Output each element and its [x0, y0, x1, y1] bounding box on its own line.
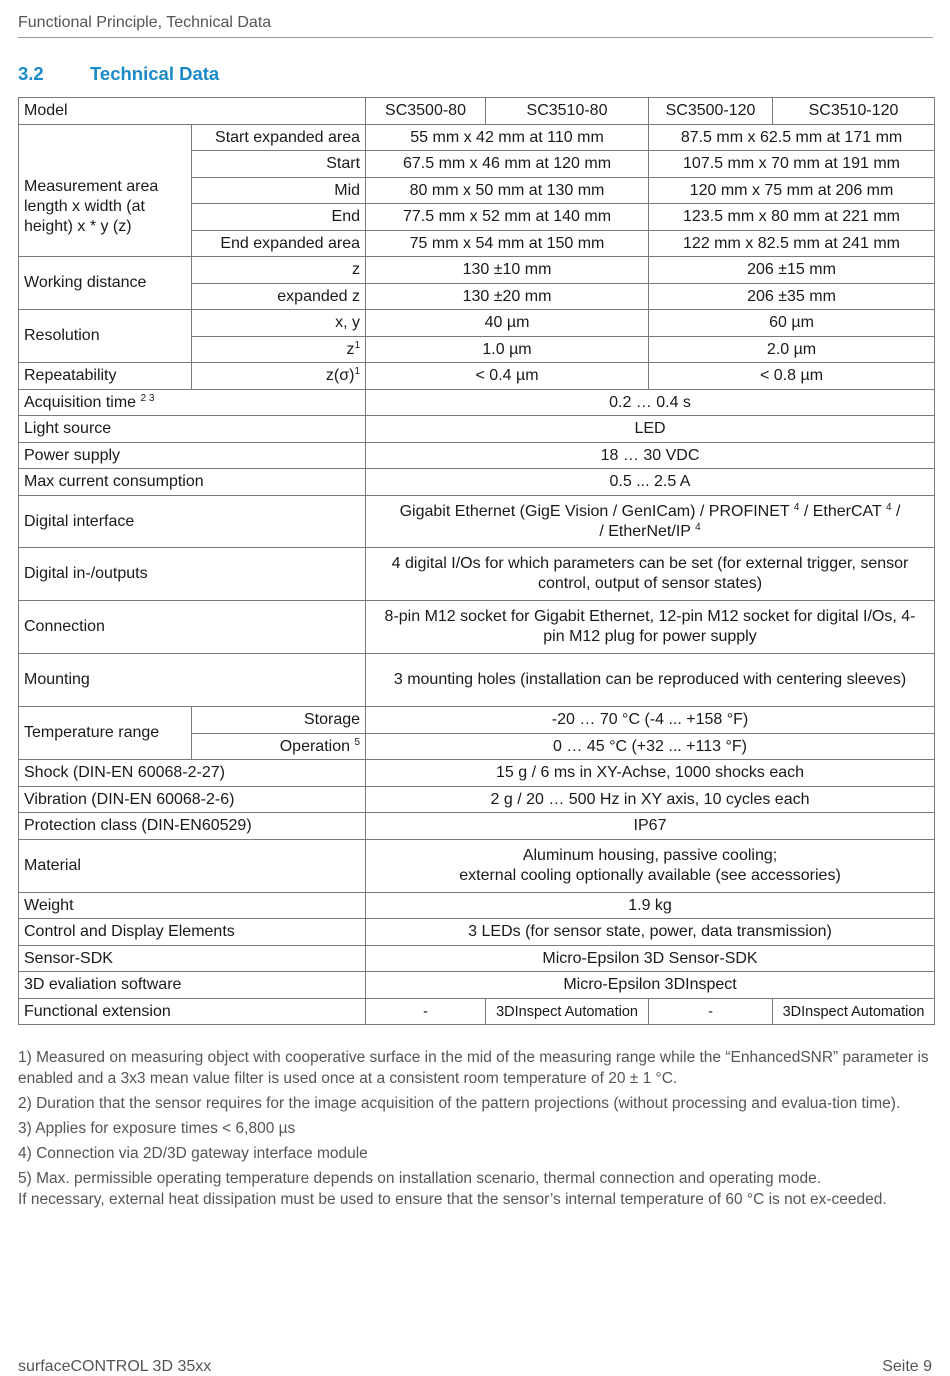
table-row-extension [19, 999, 935, 1025]
value-cell: 75 mm x 54 mm at 150 mm [366, 231, 649, 257]
footnotes [18, 1047, 933, 1214]
table-row-acquisition [19, 390, 935, 416]
section-title: Technical Data [90, 63, 220, 84]
value-cell: 18 … 30 VDC [366, 443, 935, 469]
value-cell: 8-pin M12 socket for Gigabit Ethernet, 12-pin M12 socket for digital I/Os, 4-pin M12 plug for power supply [366, 601, 935, 654]
footnote: 3) Applies for exposure times < 6,800 µs [18, 1120, 296, 1137]
row-label: Resolution [19, 310, 192, 363]
value-cell: 67.5 mm x 46 mm at 120 mm [366, 151, 649, 178]
model-cell: SC3500-80 [366, 98, 486, 125]
sub-label: expanded z [192, 284, 366, 310]
section-number: 3.2 [18, 63, 44, 84]
row-label: Working distance [19, 257, 192, 310]
value-cell: 0.2 … 0.4 s [366, 390, 935, 416]
sub-label [192, 337, 366, 363]
table-row-connection [19, 601, 935, 654]
model-cell: SC3500-120 [649, 98, 773, 125]
table-row-repeatability [19, 363, 935, 390]
value-cell: 15 g / 6 ms in XY-Achse, 1000 shocks each [366, 760, 935, 787]
value-cell: -20 … 70 °C (-4 ... +158 °F) [366, 707, 935, 734]
page-header-title: Functional Principle, Technical Data [18, 14, 272, 31]
value-cell: Micro-Epsilon 3D Sensor-SDK [366, 946, 935, 972]
row-label: Measurement area length x width (at height) x * y (z) [19, 125, 192, 257]
model-cell: SC3510-80 [486, 98, 649, 125]
footer-page-number: Seite 9 [882, 1358, 932, 1375]
technical-data-table [18, 97, 935, 1025]
value-cell: 2.0 µm [649, 337, 935, 363]
sub-label: Start [192, 151, 366, 178]
value-cell: 122 mm x 82.5 mm at 241 mm [649, 231, 935, 257]
table-row-protection [19, 813, 935, 840]
row-label [19, 390, 366, 416]
table-row-model [19, 98, 935, 125]
value-cell: 1.0 µm [366, 337, 649, 363]
table-row-shock [19, 760, 935, 787]
table-row-weight [19, 893, 935, 919]
row-label: Shock (DIN-EN 60068-2-27) [19, 760, 366, 787]
table-row-mounting [19, 654, 935, 707]
row-label: Repeatability [19, 363, 192, 390]
footer-product-name: surfaceCONTROL 3D 35xx [18, 1358, 212, 1375]
value-cell: 80 mm x 50 mm at 130 mm [366, 178, 649, 204]
table-row [19, 125, 935, 151]
row-label: Connection [19, 601, 366, 654]
value-cell: Gigabit Ethernet (GigE Vision / GenICam) / PROFINET $^4$ / EtherCAT $^4$ / / EtherNet/IP $^4$ [366, 496, 935, 548]
value-cell: 123.5 mm x 80 mm at 221 mm [649, 204, 935, 231]
table-row-digital-io [19, 548, 935, 601]
row-label: Light source [19, 416, 366, 443]
value-cell: 3 LEDs (for sensor state, power, data transmission) [366, 919, 935, 946]
row-label: Power supply [19, 443, 366, 469]
header-divider [18, 37, 933, 38]
footnote: If necessary, external heat dissipation must be used to ensure that the sensor’s internal temperature of 60 °C is not ex-ceeded. [18, 1191, 887, 1208]
value-cell: 0.5 ... 2.5 A [366, 469, 935, 496]
row-label: Sensor-SDK [19, 946, 366, 972]
row-label: Material [19, 840, 366, 893]
value-cell: 60 µm [649, 310, 935, 337]
row-label-text: Acquisition time [24, 393, 137, 411]
row-label: Vibration (DIN-EN 60068-2-6) [19, 787, 366, 813]
row-label: Control and Display Elements [19, 919, 366, 946]
sub-label [192, 363, 366, 390]
sub-label: Storage [192, 707, 366, 734]
value-cell: 3DInspect Automation [773, 999, 935, 1025]
sub-label: x, y [192, 310, 366, 337]
sub-label-text: z(σ) [325, 367, 355, 384]
sub-label: End expanded area [192, 231, 366, 257]
row-label: Digital in-/outputs [19, 548, 366, 601]
value-cell: Micro-Epsilon 3DInspect [366, 972, 935, 999]
value-cell: 130 ±10 mm [366, 257, 649, 284]
material-line: Aluminum housing, passive cooling; [522, 847, 778, 864]
footnote-ref: 4 [695, 521, 701, 533]
value-cell: - [366, 999, 486, 1025]
row-label: Mounting [19, 654, 366, 707]
table-row-current [19, 469, 935, 496]
table-row-light [19, 416, 935, 443]
value-cell: 0 … 45 °C (+32 ... +113 °F) [366, 734, 935, 760]
sub-label: End [192, 204, 366, 231]
row-label: 3D evaliation software [19, 972, 366, 999]
footnote-ref: 4 [793, 501, 800, 513]
footnote-ref: 1 [354, 339, 361, 351]
table-row-sdk [19, 946, 935, 972]
row-label: Model [19, 98, 366, 125]
table-row-digital-interface [19, 496, 935, 548]
row-label: Protection class (DIN-EN60529) [19, 813, 366, 840]
sub-label: Mid [192, 178, 366, 204]
footnote: 5) Max. permissible operating temperature depends on installation scenario, thermal connection and operating mode. [18, 1170, 822, 1187]
sub-label [192, 734, 366, 760]
value-cell [366, 840, 935, 893]
value-cell: 77.5 mm x 52 mm at 140 mm [366, 204, 649, 231]
table-row-power [19, 443, 935, 469]
table-row-software [19, 972, 935, 999]
value-cell: 4 digital I/Os for which parameters can be set (for external trigger, sensor control, output of sensor states) [366, 548, 935, 601]
table-row [19, 310, 935, 337]
footnote: 2) Duration that the sensor requires for the image acquisition of the pattern projections (without processing and evalua-tion time). [18, 1095, 901, 1112]
value-cell: 206 ±15 mm [649, 257, 935, 284]
footnote-ref: 2 3 [140, 392, 155, 404]
value-cell: 3 mounting holes (installation can be reproduced with centering sleeves) [366, 654, 935, 707]
value-cell: 40 µm [366, 310, 649, 337]
model-cell: SC3510-120 [773, 98, 935, 125]
footnote-ref: 4 [885, 501, 892, 513]
row-label: Temperature range [19, 707, 192, 760]
material-line: external cooling optionally available (see accessories) [459, 867, 841, 884]
table-row [19, 257, 935, 284]
table-row-vibration [19, 787, 935, 813]
interface-text: / EtherCAT [799, 502, 882, 520]
value-cell: 206 ±35 mm [649, 284, 935, 310]
row-label: Max current consumption [19, 469, 366, 496]
sub-label-text: z [346, 340, 355, 358]
footnote: 1) Measured on measuring object with cooperative surface in the mid of the measuring range while the “EnhancedSNR” parameter is enabled and a 3x3 mean value filter is used once at a consistent room temperature of 20 ± 1 °C. [18, 1049, 929, 1087]
value-cell: 130 ±20 mm [366, 284, 649, 310]
value-cell: 107.5 mm x 70 mm at 191 mm [649, 151, 935, 178]
sub-label: z [192, 257, 366, 284]
value-cell: 87.5 mm x 62.5 mm at 171 mm [649, 125, 935, 151]
footnote: 4) Connection via 2D/3D gateway interface module [18, 1145, 368, 1162]
value-cell: 3DInspect Automation [486, 999, 649, 1025]
sub-label: Start expanded area [192, 125, 366, 151]
value-cell: LED [366, 416, 935, 443]
value-cell: 2 g / 20 … 500 Hz in XY axis, 10 cycles each [366, 787, 935, 813]
value-cell: 55 mm x 42 mm at 110 mm [366, 125, 649, 151]
section-heading [18, 63, 219, 85]
row-label: Digital interface [19, 496, 366, 548]
table-row-control [19, 919, 935, 946]
value-cell: < 0.4 µm [366, 363, 649, 390]
value-cell: IP67 [366, 813, 935, 840]
value-cell: 1.9 kg [366, 893, 935, 919]
interface-text: / EtherNet/IP [599, 522, 691, 540]
sub-label-text: Operation [279, 737, 350, 755]
value-cell: < 0.8 µm [649, 363, 935, 390]
interface-text: Gigabit Ethernet (GigE Vision / GenICam) / PROFINET [399, 502, 790, 520]
value-cell: - [649, 999, 773, 1025]
row-label: Functional extension [19, 999, 366, 1025]
table-row-material [19, 840, 935, 893]
row-label: Weight [19, 893, 366, 919]
table-row [19, 707, 935, 734]
footnote-ref: 1 [354, 366, 361, 377]
value-cell: 120 mm x 75 mm at 206 mm [649, 178, 935, 204]
footnote-ref: 5 [354, 736, 361, 748]
